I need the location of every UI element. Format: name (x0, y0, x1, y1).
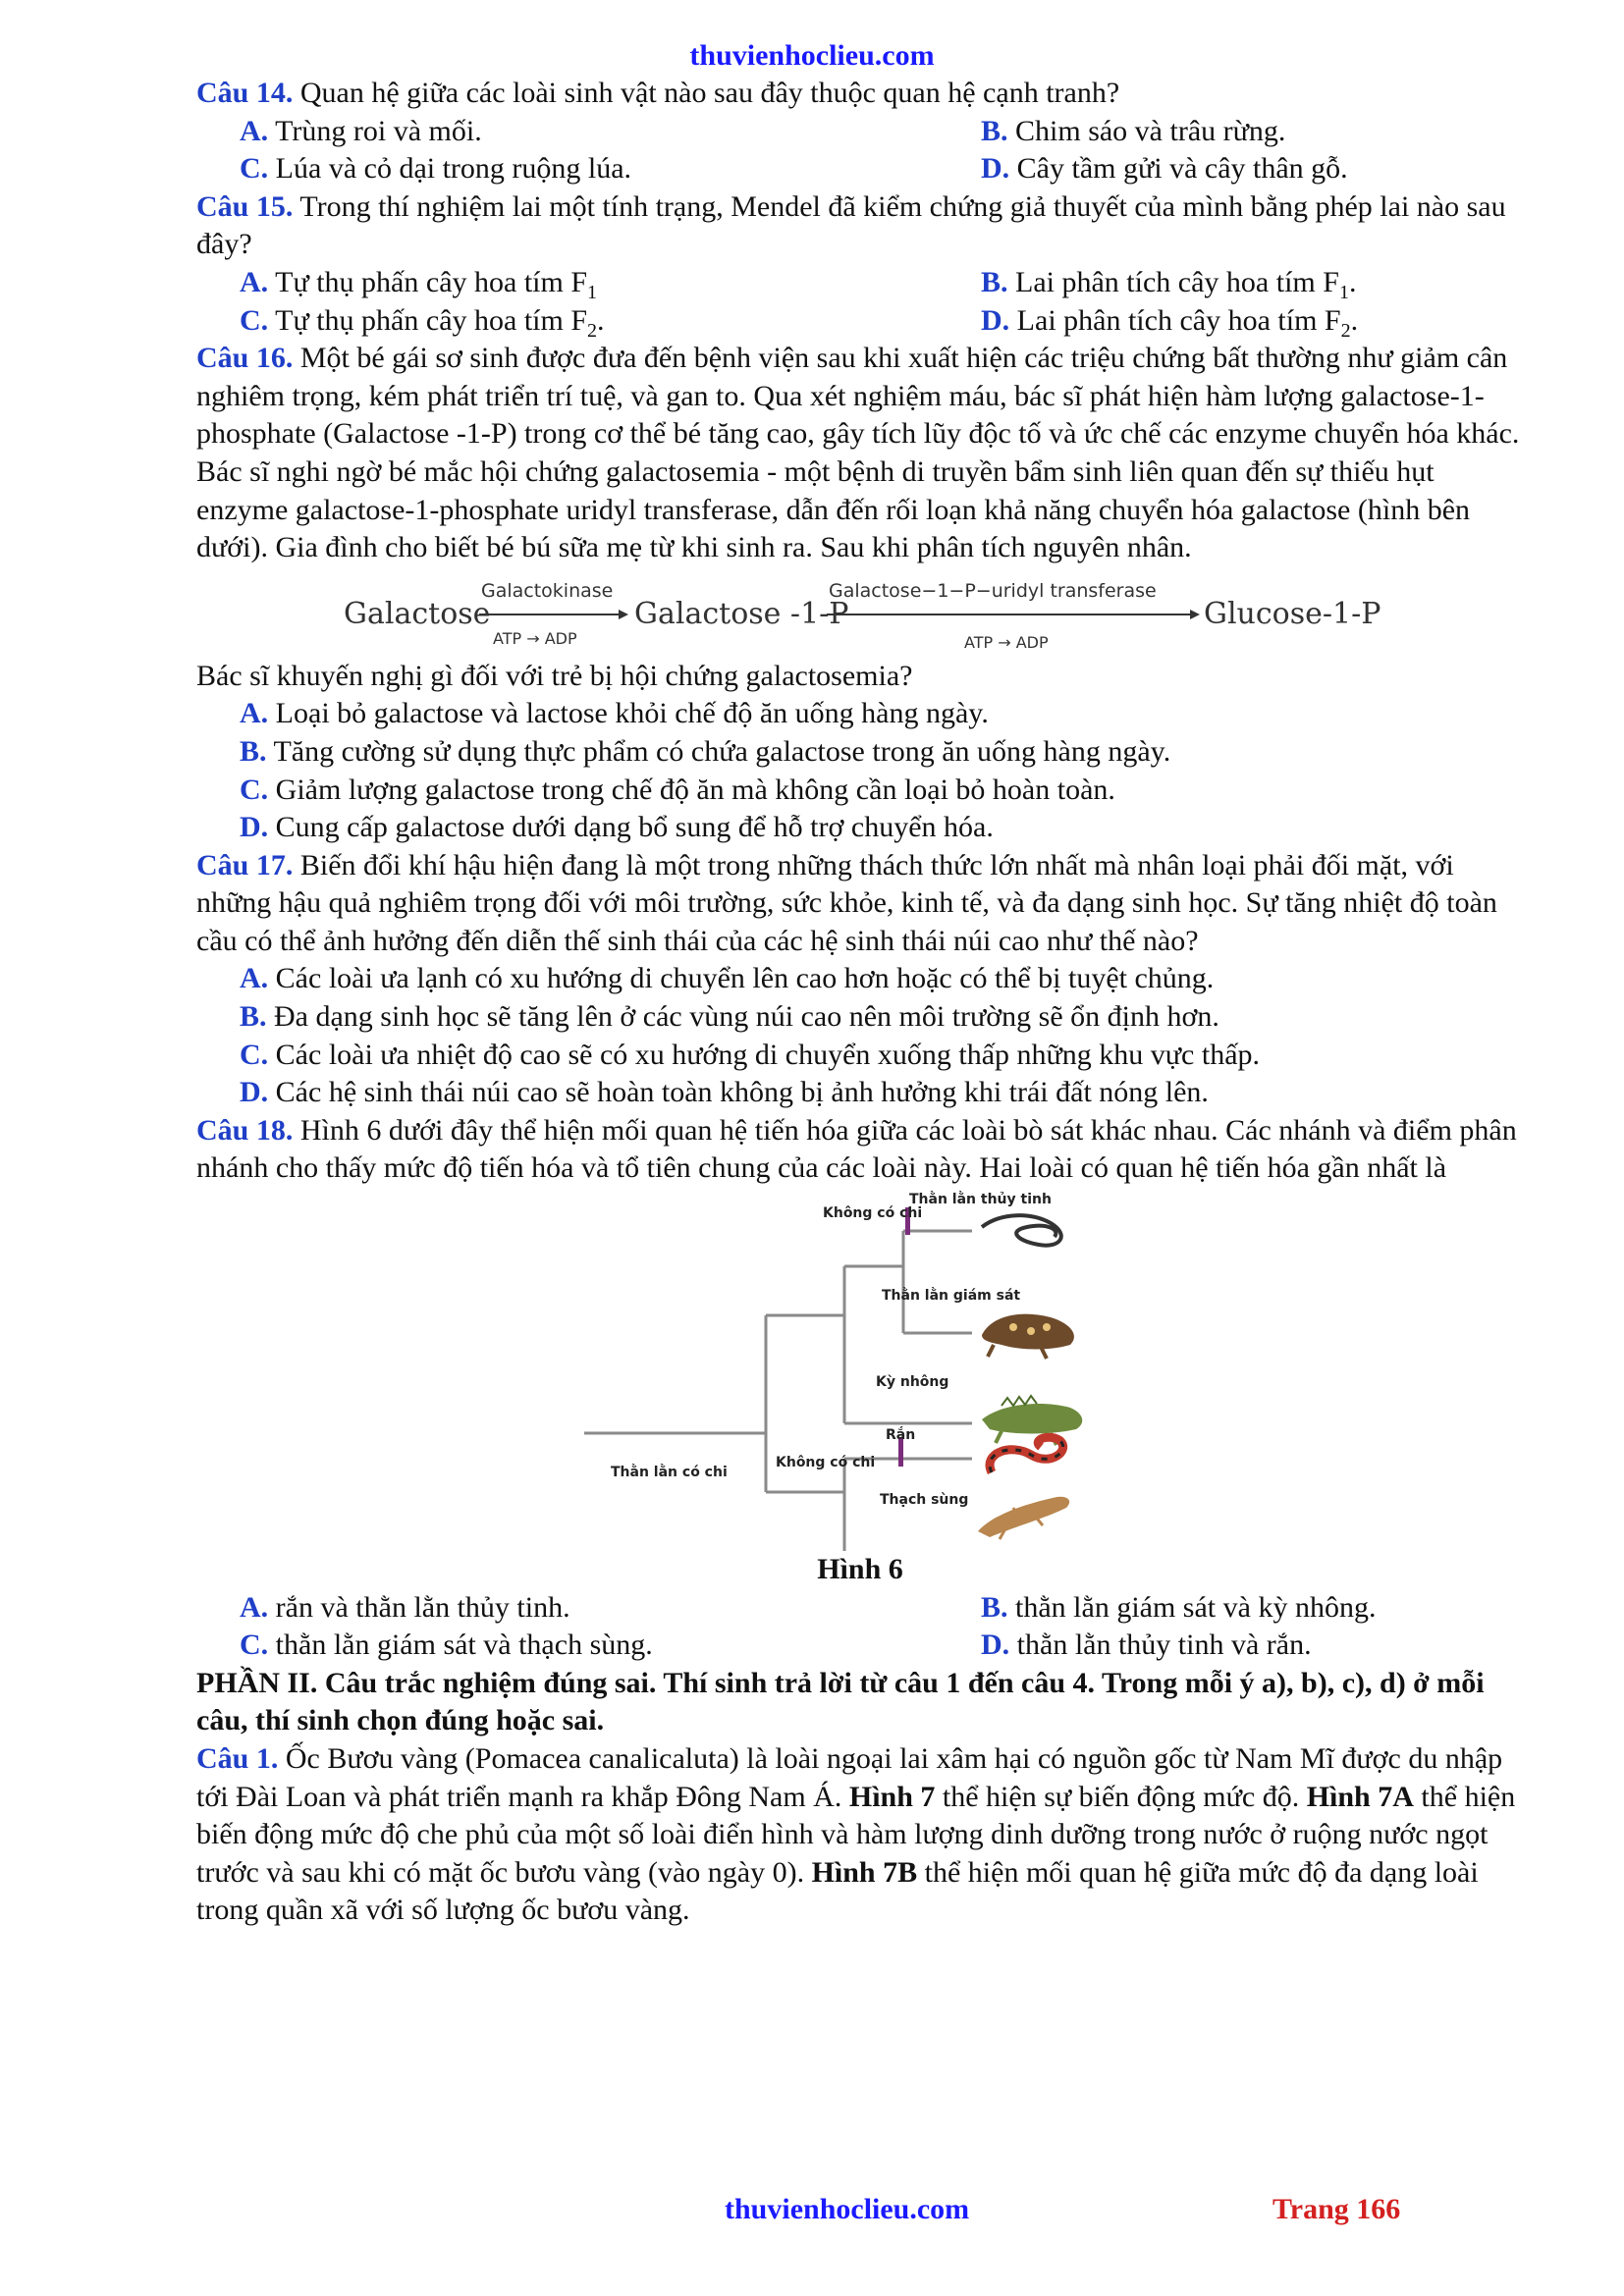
q18-options (196, 1589, 1524, 1665)
option-letter: D. (981, 1629, 1010, 1662)
cofactor-atp-adp-2: ATP → ADP (964, 632, 1049, 652)
q17-options (196, 960, 1524, 1111)
phylogenetic-tree-svg (196, 1188, 1524, 1551)
galactose-pathway-diagram (344, 567, 1524, 658)
subscript: 1 (1338, 281, 1349, 303)
question-15 (196, 188, 1524, 264)
option-letter: B. (981, 1590, 1008, 1624)
option-letter: C. (240, 152, 269, 186)
option-d (981, 1627, 1567, 1665)
figure-caption: Hình 6 (817, 1553, 903, 1586)
option-d (981, 150, 1567, 188)
question-16-prompt: Bác sĩ khuyến nghị gì đối với trẻ bị hội chứng galactosemia? (196, 659, 913, 692)
question-text: Một bé gái sơ sinh được đưa đến bệnh viện sau khi xuất hiện các triệu chứng bất thường như giảm cân nghiêm trọng, kém phát triển trí tuệ, và gan to. Qua xét nghiệm máu, bác sĩ phát hiện hàm lượng galactose-1-phosphate (Galactose -1-P) trong cơ thể bé tăng cao, gây tích lũy độc tố và ức chế các enzyme chuyển hóa khác. Bác sĩ nghi ngờ bé mắc hội chứng galactosemia - một bệnh di truyền bẩm sinh liên quan đến sự thiếu hụt enzyme galactose-1-phosphate uridyl transferase, dẫn đến rối loạn khả năng chuyển hóa galactose (hình bên dưới). Gia đình cho biết bé bú sữa mẹ từ khi sinh ra. Sau khi phân tích nguyên nhân. (196, 342, 1520, 564)
option-a (240, 960, 1524, 998)
question-text: Biến đổi khí hậu hiện đang là một trong những thách thức lớn nhất mà nhân loại phải đối mặt, với những hậu quả nghiêm trọng đối với môi trường, sức khỏe, kinh tế, và đa dạng sinh học. Sự tăng nhiệt độ toàn cầu có thể ảnh hưởng đến diễn thế sinh thái của các hệ sinh thái núi cao như thế nào? (196, 848, 1497, 957)
question-text-2: thể hiện sự biến động mức độ. (942, 1780, 1300, 1813)
option-d (240, 1074, 1524, 1112)
question-text-3: thể hiện biến động mức độ che phủ của một số loài điển hình và hàm lượng dinh dưỡng trong nước ở ruộng nước ngọt trước và sau khi có mặt ốc bươu vàng (vào ngày 0). (196, 1780, 1516, 1889)
option-text: Lai phân tích cây hoa tím F (1015, 265, 1339, 298)
option-c (240, 302, 981, 341)
figure-ref-7: Hình 7 (848, 1780, 936, 1813)
question-14 (196, 75, 1524, 113)
q15-options (196, 264, 1524, 340)
option-c (240, 1627, 981, 1665)
option-letter: C. (240, 303, 269, 337)
question-label: Câu 1. (196, 1742, 279, 1775)
figure-ref-7a: Hình 7A (1306, 1780, 1414, 1813)
question-label: Câu 17. (196, 848, 294, 881)
pathway-svg (344, 567, 1424, 658)
substrate-galactose: Galactose (344, 596, 491, 631)
option-text: Các loài ưa nhiệt độ cao sẽ có xu hướng di chuyển xuống thấp những khu vực thấp. (275, 1038, 1261, 1071)
option-text: Trùng roi và mối. (275, 114, 482, 147)
header-site-name: thuvienhoclieu.com (689, 39, 935, 72)
option-text: Loại bỏ galactose và lactose khỏi chế độ ăn uống hàng ngày. (275, 697, 989, 730)
option-b (240, 733, 1524, 772)
option-tail: . (1350, 303, 1359, 337)
option-c (240, 772, 1524, 810)
option-letter: A. (240, 962, 269, 995)
gecko-icon (978, 1497, 1069, 1539)
glass-lizard-icon (982, 1215, 1061, 1246)
iguana-icon (982, 1396, 1082, 1445)
option-a (240, 1589, 981, 1628)
question-label: Câu 15. (196, 189, 294, 223)
option-text: thằn lằn giám sát và kỳ nhông. (1015, 1590, 1377, 1624)
option-letter: B. (981, 114, 1008, 147)
label-no-limbs-bottom: Không có chi (776, 1455, 876, 1471)
option-d (240, 809, 1524, 847)
question-text-1: Ốc Bươu vàng (Pomacea canalicaluta) là loài ngoại lai xâm hại có nguồn gốc từ Nam Mĩ được du nhập tới Đài Loan và phát triển mạnh ra khắp Đông Nam Á. (196, 1742, 1503, 1813)
option-letter: B. (240, 1000, 267, 1034)
option-text: Chim sáo và trâu rừng. (1015, 114, 1286, 147)
question-text: Quan hệ giữa các loài sinh vật nào sau đây thuộc quan hệ cạnh tranh? (299, 77, 1120, 109)
question-label: Câu 14. (196, 77, 294, 109)
option-letter: C. (240, 1038, 269, 1071)
option-letter: A. (240, 1590, 269, 1624)
enzyme-galactokinase: Galactokinase (481, 579, 614, 602)
question-16 (196, 340, 1524, 567)
option-tail: . (1348, 265, 1357, 298)
option-text: Các loài ưa lạnh có xu hướng di chuyển lên cao hơn hoặc có thể bị tuyệt chủng. (275, 962, 1215, 995)
monitor-lizard-icon (982, 1314, 1074, 1359)
option-text: Các hệ sinh thái núi cao sẽ hoàn toàn không bị ảnh hưởng khi trái đất nóng lên. (275, 1076, 1209, 1109)
phylogenetic-tree-figure (196, 1188, 1524, 1551)
enzyme-uridyl-transferase: Galactose−1−P−uridyl transferase (829, 579, 1157, 602)
option-letter: B. (981, 265, 1008, 298)
question-text: Trong thí nghiệm lai một tính trạng, Mendel đã kiểm chứng giả thuyết của mình bằng phép lai nào sau đây? (196, 189, 1506, 261)
option-letter: C. (240, 1629, 269, 1662)
option-b (981, 113, 1567, 151)
option-text: Lai phân tích cây hoa tím F (1016, 303, 1341, 337)
option-a (240, 113, 981, 151)
option-b (981, 264, 1567, 302)
question-label: Câu 16. (196, 342, 294, 375)
option-letter: D. (981, 152, 1010, 186)
option-d (981, 302, 1567, 341)
page-content (196, 75, 1524, 1930)
part-2-question-1 (196, 1740, 1524, 1930)
product-glucose-1-p: Glucose-1-P (1204, 596, 1381, 631)
option-tail: . (597, 303, 605, 337)
subscript: 2 (1340, 319, 1351, 342)
subscript: 1 (587, 281, 598, 303)
snake-icon (990, 1437, 1063, 1472)
label-no-limbs-top: Không có chi (823, 1205, 923, 1222)
taxon-monitor-lizard: Thằn lằn giám sát (882, 1288, 1021, 1305)
label-root-limbed: Thằn lằn có chi (611, 1465, 728, 1481)
option-text: thằn lằn thủy tinh và rắn. (1016, 1629, 1312, 1662)
option-letter: C. (240, 773, 269, 806)
part-2-heading: PHẦN II. Câu trắc nghiệm đúng sai. Thí sinh trả lời từ câu 1 đến câu 4. Trong mỗi ý a), b), c), d) ở mỗi câu, thí sinh chọn đúng hoặc sai. (196, 1666, 1485, 1737)
option-letter: A. (240, 697, 269, 730)
option-text: Giảm lượng galactose trong chế độ ăn mà không cần loại bỏ hoàn toàn. (275, 773, 1115, 806)
option-text: Đa dạng sinh học sẽ tăng lên ở các vùng núi cao nên môi trường sẽ ổn định hơn. (274, 1000, 1219, 1034)
question-text-4: thể hiện mối quan hệ giữa mức độ đa dạng loài trong quần xã với số lượng ốc bươu vàng. (196, 1855, 1479, 1927)
subscript: 2 (587, 319, 598, 342)
option-text: rắn và thằn lằn thủy tinh. (275, 1590, 570, 1624)
q16-options (196, 695, 1524, 846)
option-letter: D. (981, 303, 1010, 337)
option-c (240, 1037, 1524, 1075)
intermediate-galactose-1-p: Galactose -1-P (634, 596, 849, 631)
option-text: Tăng cường sử dụng thực phẩm có chứa galactose trong ăn uống hàng ngày. (273, 734, 1171, 768)
option-text: Lúa và cỏ dại trong ruộng lúa. (275, 152, 632, 186)
option-letter: D. (240, 811, 269, 844)
q14-options (196, 113, 1524, 188)
footer-site-name: thuvienhoclieu.com (725, 2193, 970, 2225)
option-c (240, 150, 981, 188)
option-text: thằn lằn giám sát và thạch sùng. (275, 1629, 653, 1662)
taxon-glass-lizard: Thằn lằn thủy tinh (909, 1192, 1052, 1208)
option-text: Cây tầm gửi và cây thân gỗ. (1016, 152, 1348, 186)
option-b (981, 1589, 1567, 1628)
taxon-gecko: Thạch sùng (880, 1492, 969, 1509)
arrowhead-1 (619, 610, 628, 619)
option-letter: D. (240, 1076, 269, 1109)
cofactor-atp-adp-1: ATP → ADP (493, 628, 577, 648)
option-letter: A. (240, 114, 269, 147)
taxon-iguana: Kỳ nhông (876, 1374, 949, 1391)
option-text: Tự thụ phấn cây hoa tím F (275, 265, 588, 298)
question-17 (196, 847, 1524, 961)
arrowhead-2 (1190, 610, 1200, 619)
page-number: Trang 166 (1272, 2193, 1401, 2225)
option-letter: B. (240, 734, 267, 768)
question-label: Câu 18. (196, 1113, 294, 1147)
figure-ref-7b: Hình 7B (811, 1855, 918, 1889)
taxon-snake: Rắn (886, 1427, 916, 1444)
option-a (240, 264, 981, 302)
option-text: Tự thụ phấn cây hoa tím F (275, 303, 588, 337)
question-text: Hình 6 dưới đây thể hiện mối quan hệ tiến hóa giữa các loài bò sát khác nhau. Các nhánh và điểm phân nhánh cho thấy mức độ tiến hóa và tổ tiên chung của các loài này. Hai loài có quan hệ tiến hóa gần nhất là (196, 1113, 1517, 1185)
option-a (240, 695, 1524, 733)
question-18 (196, 1112, 1524, 1188)
option-b (240, 998, 1524, 1037)
option-text: Cung cấp galactose dưới dạng bổ sung để hỗ trợ chuyển hóa. (275, 811, 994, 844)
option-letter: A. (240, 265, 269, 298)
